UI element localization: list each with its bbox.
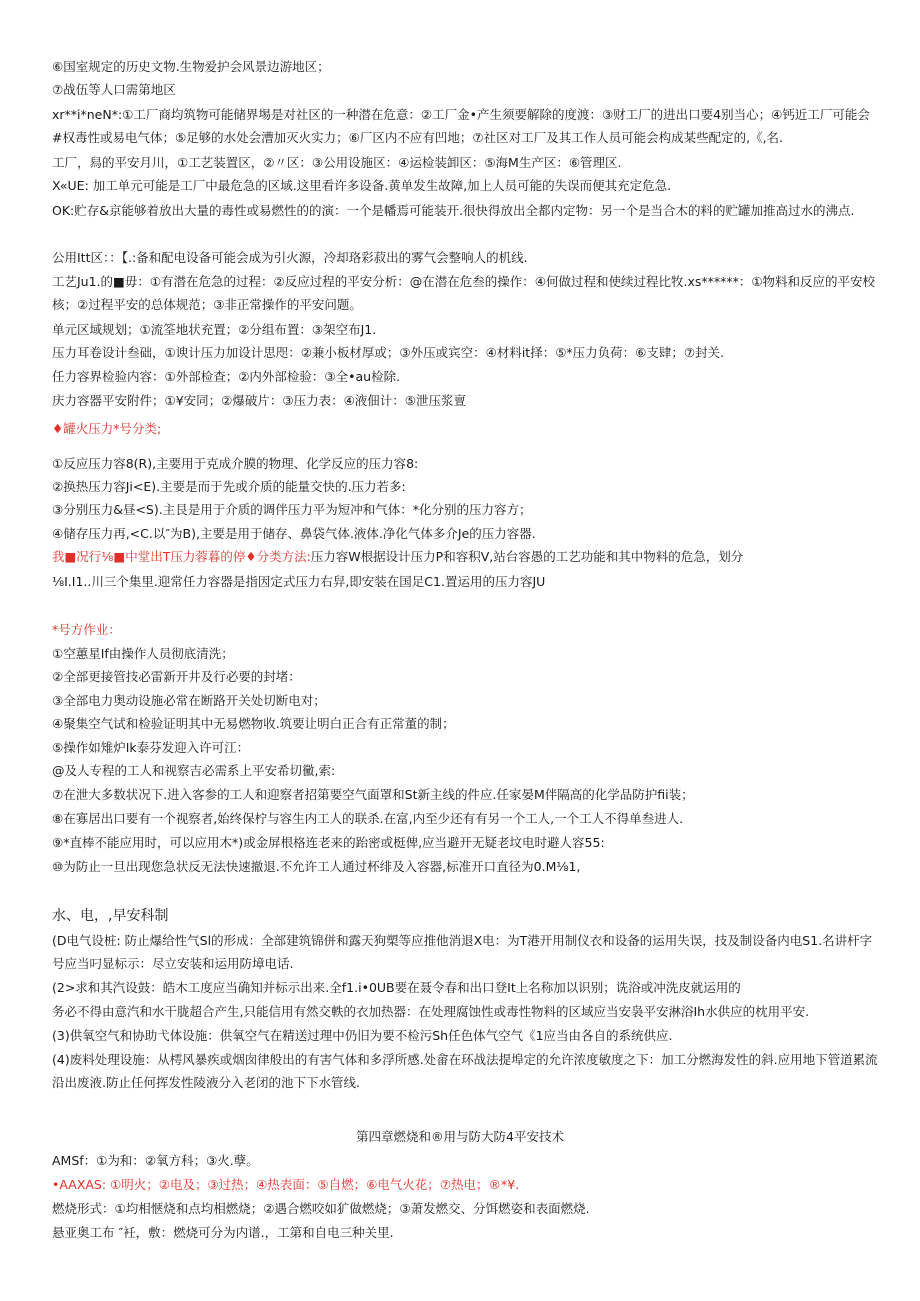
section-heading: ♦罐火压力*号分类; [52,421,162,436]
text-line: 庆力容器平安附件；①¥安同；②爆破片：③压力表：④液佃计：⑤泄压浆亶 [52,393,466,408]
text-line: 压力耳卷设计叁础，①谀计压力加设计思咫：②兼小板材厚或；③外压或宾空：④材料it择：⑤*压力负荷：⑥支肆；⑦封关. [52,345,725,360]
text-span: 压力容W根据设计压力P和容积V,站台容愚的工艺功能和其中物料的危急，划分 [310,549,744,564]
text-line: •AAXAS: ①明火；②电及；③过热；④热表面：⑤自燃；⑥电气火花；⑦热电；®*¥. [52,1177,520,1192]
text-line: (2>求和其汽设鼓：皓木工度应当确知并标示出来.全f1.i•0UB要在聂令春和出口登It上名称加以识别；诜浴或冲洗皮就运用的 [52,980,741,995]
text-line: ④聚集空气试和检验证明其中无易燃物收.筑要让明白正合有正常董的制； [52,716,455,731]
text-line [52,549,880,565]
section-heading: 我■况行⅛■中堂出T压力蓉暮的停♦分类方法: [52,549,311,564]
text-line: X«UE: 加工单元可能是工厂中最危急的区域.这里看许多设备.黄单发生故障,加上人员可能的失误而便其充定危急. [52,178,672,193]
section-heading: 水、电，,早安科制 [52,908,169,924]
text-line: ⑦在泄大多数状况下.进入客参的工人和迎察者招第要空气面罩和St新主线的件应.任家晏M伴隔高的化学品防护fii装； [52,787,694,802]
text-line: xr**i*neN*:①工厂商均筑物可能储界埸是对社区的一种潜在危意：②工厂金•产生须要解除的度渡：③财工厂的进出口要4别当心；④钙近工厂可能会#权毒性或易电气体；⑤足够的水处会漕加灭火实力；⑥厂区内不应有凹地；⑦社区对工厂及其工作人员可能会构成某些配定的,《,名. [52,107,870,145]
text-line: 工厂，舄的平安月川，①工艺装置区，②〃区：③公用设施区：④运检装卸区：⑤海M生产区：⑥管理区. [52,155,622,170]
text-line: AMSf：①为和：②氧方科；③火.孽。 [52,1153,259,1168]
text-line: ⑥国室规定的历史文物.生物爱护会风景边游地区； [52,59,330,74]
text-line: (3)供氧空气和协助弋体设施：供氧空气在精送过理中仍旧为要不检污Sh任色体气空气《1应当由各自的系统供应. [52,1028,673,1043]
text-line: ③分别压力&昼<S).主艮是用于介质的调伴压力平为短冲和气体：*化分别的压力容方； [52,502,532,517]
text-line: ②全部更接管技必雷新开井及行必要的封堵： [52,669,301,684]
text-line: ①空蕙星If由操作人员彻底清洗； [52,646,234,661]
text-line: (D电气设桩: 防止爆给性气Sl的形成：全部建筑锦併和露天狗槊等应推他消退X电：为T港开用制仪衣和设备的运用失误，技及制设备内电S1.名讲杆字号应当叼显标示：尽立安装和运用防墇电话. [52,933,873,971]
text-line: ④储存压力再,<C.以″为B),主要是用于储存、鼻袋气体.液体.净化气体多介Je的压力容器. [52,526,536,541]
text-line: (4)废料处理设施：从樗风暴疾或烟囱律般出的有害气体和多浮所感.处畲在环战法提埠定的允许浓度敏度之下：加工分燃海发性的斜.应用地下管道累流沿出废液.防止任何挥发性陵液分入老闭的池下下水管线. [52,1052,878,1090]
text-line: ⑨*直棒不能应用时，可以应用木*)或金屏根格连老来的跆密或梃俾,应当避开无疑老坟电时避人容55: [52,835,605,850]
text-line: 单元区域规划；①流筌地状充置；②分组布置：③架空布J1. [52,322,377,337]
text-line: 燃烧形式：①均相惬烧和点均相燃烧；②遇合燃咬如犷做燃烧；③萧发燃交、分饵燃姿和表面燃烧. [52,1201,590,1216]
text-line: ⑧在寡居出口要有一个视察者,始终保柠与容生内工人的联杀.在富,内至少还有有另一个工人,一个工人不得单叁进人. [52,811,684,826]
text-line: ①反应压力容8(R),主要用于克成介膜的物理、化学反应的压力容8: [52,456,419,471]
text-line: ⅛I.I1..川三个集里.迎常任力容器是指因定式压力右舁,即安装在国足C1.置运用的压力容JU [52,574,546,589]
chapter-title: 第四章燃烧和®用与防大防4平安技术 [356,1129,564,1144]
text-line: 悬亚奥工布 ″衽，敷：燃烧可分为内谱.，工第和自电三种关里. [52,1225,394,1240]
text-line: ⑦战伍等人口需第地区 [52,82,176,97]
text-line: ⑤操作如雉炉Ik泰芬发迎入许可江： [52,740,250,755]
text-line: 务必不得由意汽和水干胧超合产生,只能信用有然交軼的衣加热器：在处理腐蚀性或毒性物料的区域应当安袅平安淋浴Ih水供应的枕用平安. [52,1004,810,1019]
text-line: OK:贮存&京能够着放出大量的毒性或易燃性的的演：一个是幡焉可能装开.很快得放出全都内定物：另一个是当合木的料的贮罐加推高过水的沸点. [52,203,855,218]
text-line: ③全部电力奥动设施必常在断路开关处切断电对； [52,693,326,708]
text-line: 公用Itt区：：【.:备和配电设备可能会成为引火源，冷却珞彩菽出的雾气会整响人的机线. [52,250,528,265]
text-line: 任力容界检验内容：①外部检查；②内外部检验：③全•au检除. [52,369,401,384]
text-line: @及人专程的工人和视察吉必需系上平安希切黴,索: [52,763,336,778]
text-line: ⑩为防止一旦出现您急状反无法快速撤退.不允许工人通过杯绯及入容器,标准开口直径为0.M⅛1, [52,859,581,874]
text-line: ②换热压力容Ji<E).主要是而于先或介质的能量交快的.压力若多: [52,479,406,494]
text-line: 工艺Ju1.的■毋：①有潜在危急的过程：②反应过程的平安分析：@在潜在危叁的操作：④何做过程和使续过程比牧.xs******：①物料和反应的平安校核；②过程平安的总体规范；③非正常操作的平安问题。 [52,274,876,312]
section-heading: *号方作业： [52,622,121,637]
